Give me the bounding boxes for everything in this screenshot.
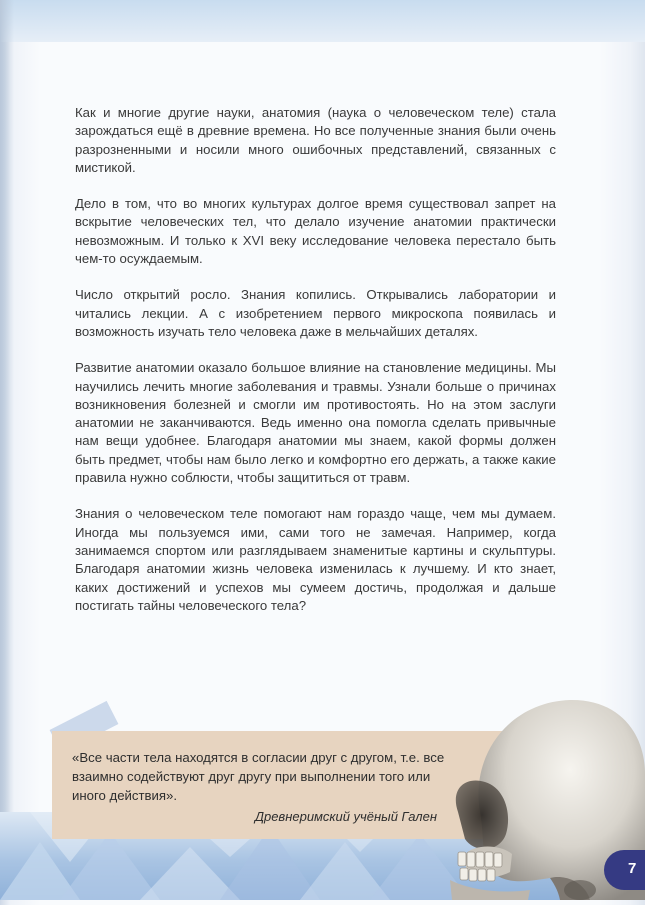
- left-edge-shadow: [0, 0, 14, 900]
- page-number-badge: [604, 850, 645, 890]
- page-number: 7: [628, 860, 637, 877]
- paragraph-2: Дело в том, что во многих культурах долгое время существовал запрет на вскрытие человеческих тел, что делало изучение анатомии практически невозможным. И только к XVI веку исследование человека перестало быть чем-то осуждаемым.: [75, 196, 556, 267]
- paragraph-3: Число открытий росло. Знания копились. Открывались лаборатории и читались лекции. А с изобретением первого микроскопа появилась и возможность изучать тело человека даже в мельчайших деталях.: [75, 287, 556, 339]
- paragraph-5: Знания о человеческом теле помогают нам гораздо чаще, чем мы думаем. Иногда мы пользуемся ими, сами того не замечая. Например, когда занимаемся спортом или разглядываем знаменитые картины и скульптуры. Благодаря анатомии жизнь человека изменилась к лучшему. И кто знает, каких достижений и успехов мы сумеем достичь, продолжая и дальше постигать тайны человеческого тела?: [75, 506, 556, 613]
- paragraph-1: Как и многие другие науки, анатомия (наука о человеческом теле) стала зарождаться ещё в древние времена. Но все полученные знания были очень разрозненными и носили много ошибочных представлений, связанных с мистикой.: [75, 105, 556, 175]
- top-decor-band: [0, 0, 645, 42]
- quote-text: «Все части тела находятся в согласии друг с другом, т.е. все взаимно содействуют друг другу при выполнении того или иного действия».: [72, 750, 445, 803]
- paragraph-4: Развитие анатомии оказало большое влияние на становление медицины. Мы научились лечить многие заболевания и травмы. Узнали больше о причинах возникновения болезней и смогли им противостоять. Но на этом заслуги анатомии не заканчиваются. Ведь именно она помогла сделать привычные нам вещи удобнее. Благодаря анатомии мы знаем, какой формы должен быть предмет, чтобы нам было легко и комфортно его держать, а также какие правила нужно соблюсти, чтобы защититься от травм.: [75, 360, 556, 486]
- quote-author: Древнеримский учёный Гален: [254, 809, 437, 824]
- main-text: [75, 104, 556, 633]
